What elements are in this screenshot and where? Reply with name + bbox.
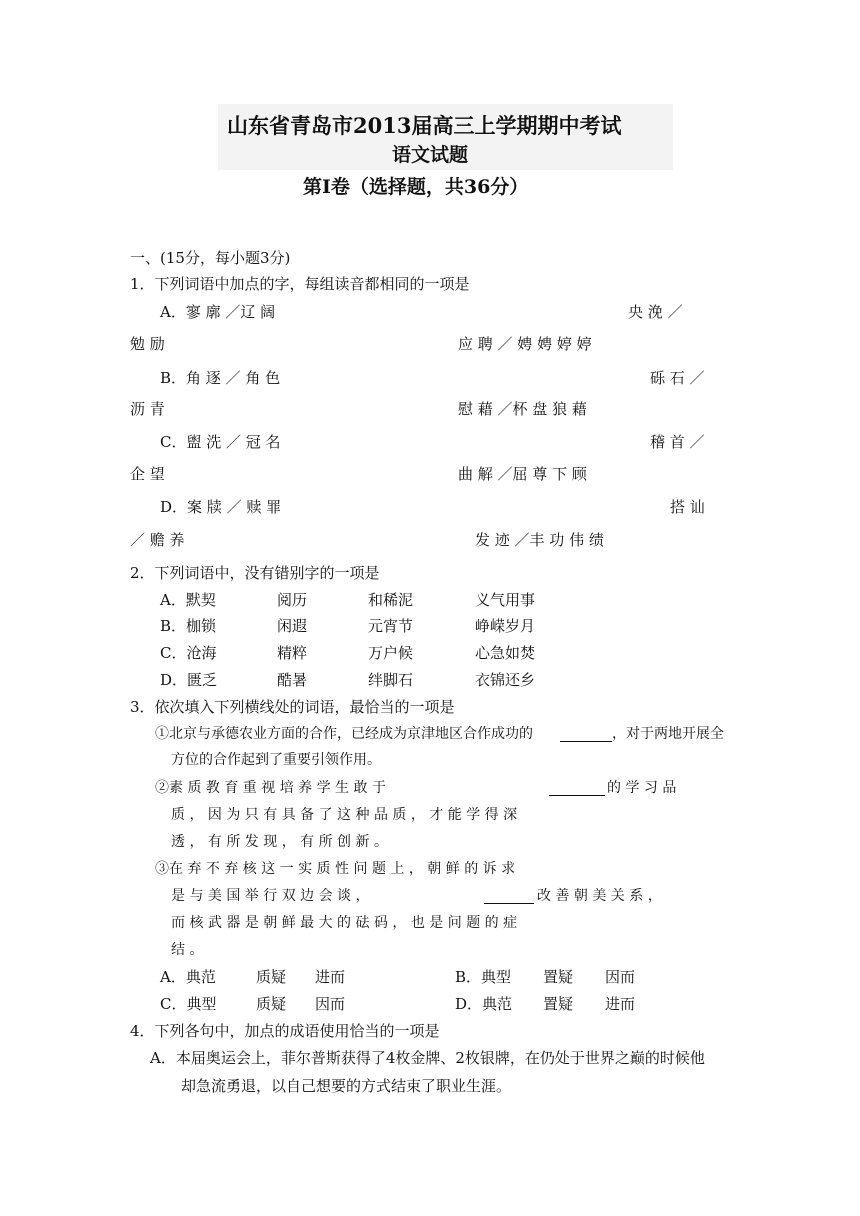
q3-blank-1 <box>560 727 612 742</box>
q1-stem: 1．下列词语中加点的字，每组读音都相同的一项是 <box>130 275 470 293</box>
q2-b-4: 峥嵘岁月 <box>475 617 536 635</box>
q3-stem: 3．依次填入下列横线处的词语，最恰当的一项是 <box>130 698 455 716</box>
exam-subject: 语文试题 <box>392 144 469 166</box>
q2-stem: 2．下列词语中，没有错别字的一项是 <box>130 564 380 582</box>
q3-s3-d: 而 核 武 器 是 朝 鲜 最 大 的 砝 码 ， 也 是 问 题 的 症 <box>171 915 518 931</box>
q3-opt-c-3: 因而 <box>315 995 346 1013</box>
q1-a-right: 央 浼 ／ <box>628 303 683 321</box>
q3-s2-d: 透 ， 有 所 发 现 ， 有 所 创 新 。 <box>171 834 388 850</box>
q3-s1-b: ，对于两地开展全 <box>612 726 724 742</box>
q3-s3-e: 结 。 <box>171 942 204 958</box>
q2-b-2: 闲遐 <box>277 617 308 635</box>
q3-opt-a-3: 进而 <box>315 968 346 986</box>
q1-b-right2: 慰 藉 ／杯 盘 狼 藉 <box>458 400 587 418</box>
q2-a-2: 阅历 <box>277 591 308 609</box>
q2-c-3: 万户候 <box>368 644 414 662</box>
q3-opt-b-2: 置疑 <box>543 968 574 986</box>
q2-a-3: 和稀泥 <box>368 591 414 609</box>
q4-a-line2: 却急流勇退，以自己想要的方式结束了职业生涯。 <box>181 1077 512 1095</box>
q3-s2-b: 的 学 习 品 <box>607 780 677 796</box>
q3-opt-d-2: 置疑 <box>543 995 574 1013</box>
section-heading: 一、(15分，每小题3分) <box>130 249 291 267</box>
q3-s3-b: 是 与 美 国 举 行 双 边 会 谈 ， <box>171 888 370 904</box>
q2-d-3: 绊脚石 <box>368 671 414 689</box>
q3-opt-b-1: B．典型 <box>455 968 512 986</box>
q3-opt-c-2: 质疑 <box>256 995 287 1013</box>
q3-blank-3 <box>484 889 534 904</box>
q3-s3-c: 改 善 朝 美 关 系 ， <box>537 888 662 904</box>
q1-c-left: C．盥 洗 ／ 冠 名 <box>160 433 281 451</box>
exam-title: 山东省青岛市2013届高三上学期期中考试 <box>227 113 622 138</box>
q3-s3-a: ③在 弃 不 弃 核 这 一 实 质 性 问 题 上 ， 朝 鲜 的 诉 求 <box>155 861 516 877</box>
q2-b-3: 元宵节 <box>368 617 414 635</box>
q2-c-4: 心急如焚 <box>475 644 536 662</box>
q1-d-right2: 发 迹 ／丰 功 伟 绩 <box>475 531 604 549</box>
q2-c-1: C．沧海 <box>160 644 217 662</box>
q3-s2-c: 质 ， 因 为 只 有 具 备 了 这 种 品 质 ， 才 能 学 得 深 <box>171 807 518 823</box>
q3-opt-b-3: 因而 <box>605 968 636 986</box>
q3-opt-c-1: C．典型 <box>160 995 217 1013</box>
q2-b-1: B．枷锁 <box>160 617 217 635</box>
q1-a-left2: 勉 励 <box>130 335 165 353</box>
q3-opt-a-2: 质疑 <box>256 968 287 986</box>
q3-s2-a: ②素 质 教 育 重 视 培 养 学 生 敢 于 <box>155 780 386 796</box>
q2-a-1: A．默契 <box>160 591 216 609</box>
q1-d-left: D．案 牍 ／ 赎 罪 <box>160 498 282 516</box>
q3-opt-d-1: D．典范 <box>455 995 513 1013</box>
q2-d-2: 酷暑 <box>277 671 308 689</box>
q3-blank-2 <box>549 781 605 796</box>
q3-s1-a: ①北京与承德农业方面的合作，已经成为京津地区合作成功的 <box>155 726 533 742</box>
q2-d-1: D．匮乏 <box>160 671 218 689</box>
q4-stem: 4．下列各句中，加点的成语使用恰当的一项是 <box>130 1022 440 1040</box>
volume-heading: 第Ⅰ卷（选择题，共36分） <box>303 176 529 198</box>
q3-opt-a-1: A．典范 <box>160 968 216 986</box>
q1-c-left2: 企 望 <box>130 465 165 483</box>
q1-d-left2: ／ 赡 养 <box>130 531 185 549</box>
q1-a-right2: 应 聘 ／ 娉 娉 婷 婷 <box>458 335 592 353</box>
q2-c-2: 精粹 <box>277 644 308 662</box>
q1-b-left2: 沥 青 <box>130 400 165 418</box>
q3-s1-c: 方位的合作起到了重要引领作用。 <box>171 752 381 768</box>
q3-opt-d-3: 进而 <box>605 995 636 1013</box>
q1-d-right: 搭 讪 <box>670 498 705 516</box>
q2-a-4: 义气用事 <box>475 591 536 609</box>
q1-a-left: A．寥 廓 ／辽 阔 <box>160 303 276 321</box>
q4-a-line1: A．本届奥运会上，菲尔普斯获得了4枚金牌、2枚银牌，在仍处于世界之巅的时候他 <box>150 1049 705 1067</box>
q1-b-right: 砾 石 ／ <box>650 369 705 387</box>
q1-c-right2: 曲 解 ／屈 尊 下 顾 <box>458 465 587 483</box>
q2-d-4: 衣锦还乡 <box>475 671 536 689</box>
q1-b-left: B．角 逐 ／ 角 色 <box>160 369 281 387</box>
q1-c-right: 稽 首 ／ <box>650 433 705 451</box>
